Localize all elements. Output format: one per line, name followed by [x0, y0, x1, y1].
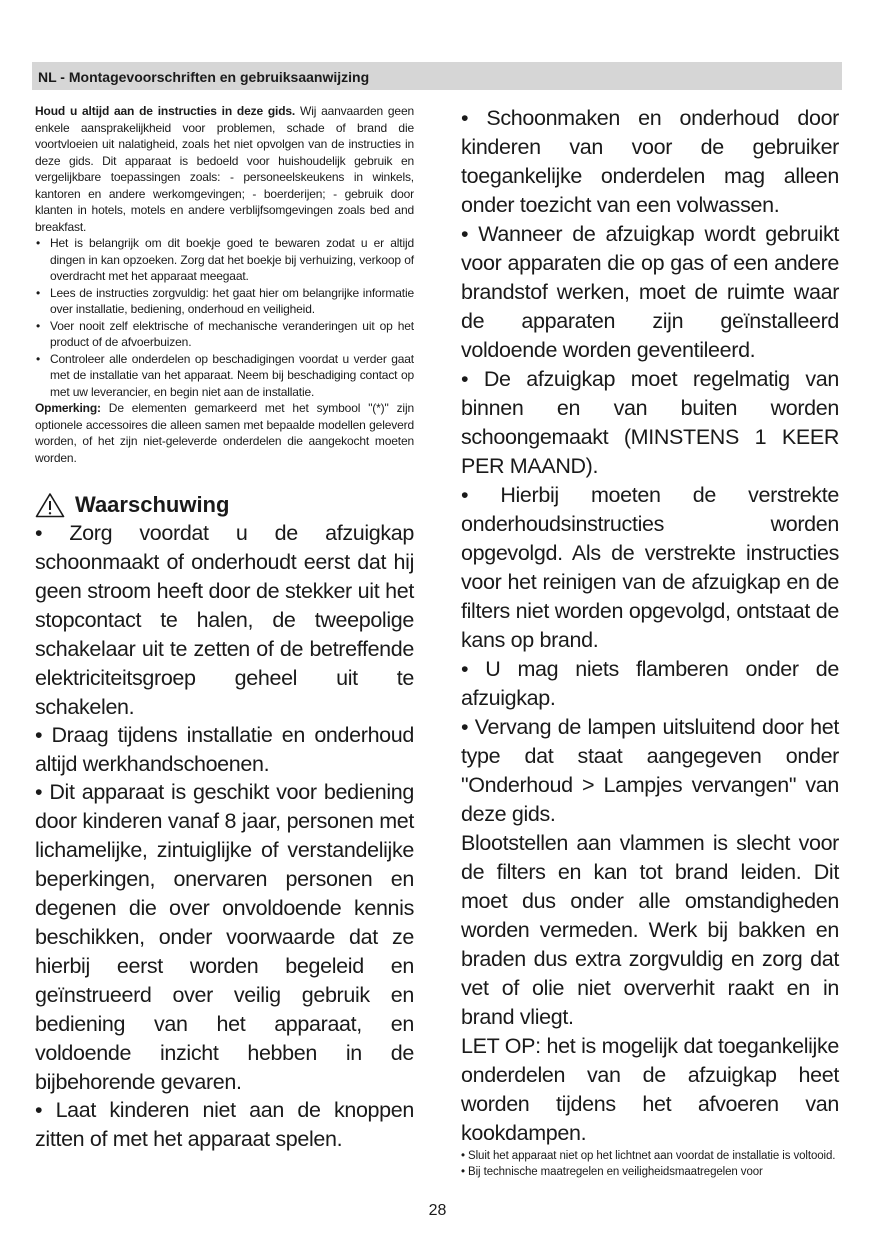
warning-triangle-icon	[35, 492, 65, 518]
section-header: NL - Montagevoorschriften en gebruiksaanwijzing	[32, 62, 842, 90]
list-item: • Het is belangrijk om dit boekje goed te bewaren zodat u er altijd dingen in kan opzoeken. Zorg dat het boekje bij verhuizing, verkoop of overdracht met het apparaat meegaat.	[35, 235, 414, 285]
safety-paragraph: • De afzuigkap moet regelmatig van binnen en van buiten worden schoongemaakt (MINSTENS 1 KEER PER MAAND).	[461, 367, 839, 478]
safety-paragraph: • Schoonmaken en onderhoud door kinderen van voor de gebruiker toegankelijke onderdelen mag alleen onder toezicht van een volwassen.	[461, 106, 839, 217]
right-column	[461, 104, 839, 1180]
warning-paragraph: • Zorg voordat u de afzuigkap schoonmaakt of onderhoudt eerst dat hij geen stroom heeft door de stekker uit het stopcontact te halen, de tweepolige schakelaar uit te zetten of de betreffende elektriciteitsgroep geheel uit te schakelen.	[35, 521, 414, 719]
intro-text: Wij aanvaarden geen enkele aansprakelijkheid voor problemen, schade of brand die voortvloeien uit nalatigheid, zoals het niet opvolgen van de instructies in deze gids. Dit apparaat is bedoeld voor huishoudelijk gebruik en vergelijkbare toepassingen zoals: - personeelskeukens in winkels, kantoren en andere werkomgevingen; - boerderijen; - gebruik door klanten in hotels, motels en andere verblijfsomgevingen zoals bed and breakfast.	[35, 104, 414, 234]
safety-paragraph: • Vervang de lampen uitsluitend door het type dat staat aangegeven onder "Onderhoud > Lampjes vervangen" van deze gids.	[461, 715, 839, 826]
warning-paragraph: • Laat kinderen niet aan de knoppen zitten of met het apparaat spelen.	[35, 1098, 414, 1151]
intro-bold: Houd u altijd aan de instructies in deze gids.	[35, 104, 296, 118]
safety-paragraph: • Wanneer de afzuigkap wordt gebruikt voor apparaten die op gas of een andere brandstof werken, moet de ruimte waar de apparaten zijn geïnstalleerd voldoende worden geventileerd.	[461, 222, 839, 362]
remark-paragraph	[35, 400, 414, 466]
list-item: • Lees de instructies zorgvuldig: het gaat hier om belangrijke informatie over installatie, bediening, onderhoud en veiligheid.	[35, 285, 414, 318]
list-item: • Voer nooit zelf elektrische of mechanische veranderingen uit op het product of de afvoerbuizen.	[35, 318, 414, 351]
list-item: • Controleer alle onderdelen op beschadigingen voordat u verder gaat met de installatie van het apparaat. Neem bij beschadiging contact op met uw leverancier, en begin niet aan de installatie.	[35, 351, 414, 401]
safety-paragraph: • U mag niets flamberen onder de afzuigkap.	[461, 657, 839, 710]
small-note: • Sluit het apparaat niet op het lichtnet aan voordat de installatie is voltooid.	[461, 1150, 836, 1162]
remark-text: De elementen gemarkeerd met het symbool "(*)" zijn optionele accessoires die alleen samen met bepaalde modellen geleverd worden, of het zijn niet-geleverde onderdelen die aangekocht moeten worden.	[35, 401, 414, 465]
warning-paragraph: • Draag tijdens installatie en onderhoud altijd werkhandschoenen.	[35, 723, 414, 776]
small-note: • Bij technische maatregelen en veiligheidsmaatregelen voor	[461, 1166, 763, 1178]
warning-paragraph: • Dit apparaat is geschikt voor bediening door kinderen vanaf 8 jaar, personen met lichamelijke, zintuiglijke of verstandelijke beperkingen, onervaren personen en degenen die over onvoldoende kennis beschikken, onder voorwaarde dat ze hierbij eerst worden begeleid en geïnstrueerd over veilig gebruik en bediening van het apparaat, en voldoende inzicht hebben in de bijbehorende gevaren.	[35, 780, 414, 1094]
warning-title: Waarschuwing	[75, 492, 230, 517]
safety-paragraph: Blootstellen aan vlammen is slecht voor de filters en kan tot brand leiden. Dit moet dus onder alle omstandigheden worden vermeden. Werk bij bakken en braden dus extra zorgvuldig en zorg dat vet of olie niet oververhit raakt en in brand vliegt.	[461, 831, 839, 1029]
safety-paragraph: LET OP: het is mogelijk dat toegankelijke onderdelen van de afzuigkap heet worden tijdens het afvoeren van kookdampen.	[461, 1034, 839, 1145]
instruction-list	[35, 235, 414, 400]
page-number: 28	[428, 1202, 447, 1219]
safety-paragraph: • Hierbij moeten de verstrekte onderhoudsinstructies worden opgevolgd. Als de verstrekte instructies voor het reinigen van de afzuigkap en de filters niet worden opgevolgd, ontstaat de kans op brand.	[461, 483, 839, 652]
intro-paragraph	[35, 103, 414, 235]
remark-bold: Opmerking:	[35, 401, 101, 415]
left-column	[35, 103, 414, 1154]
warning-heading	[35, 490, 414, 520]
